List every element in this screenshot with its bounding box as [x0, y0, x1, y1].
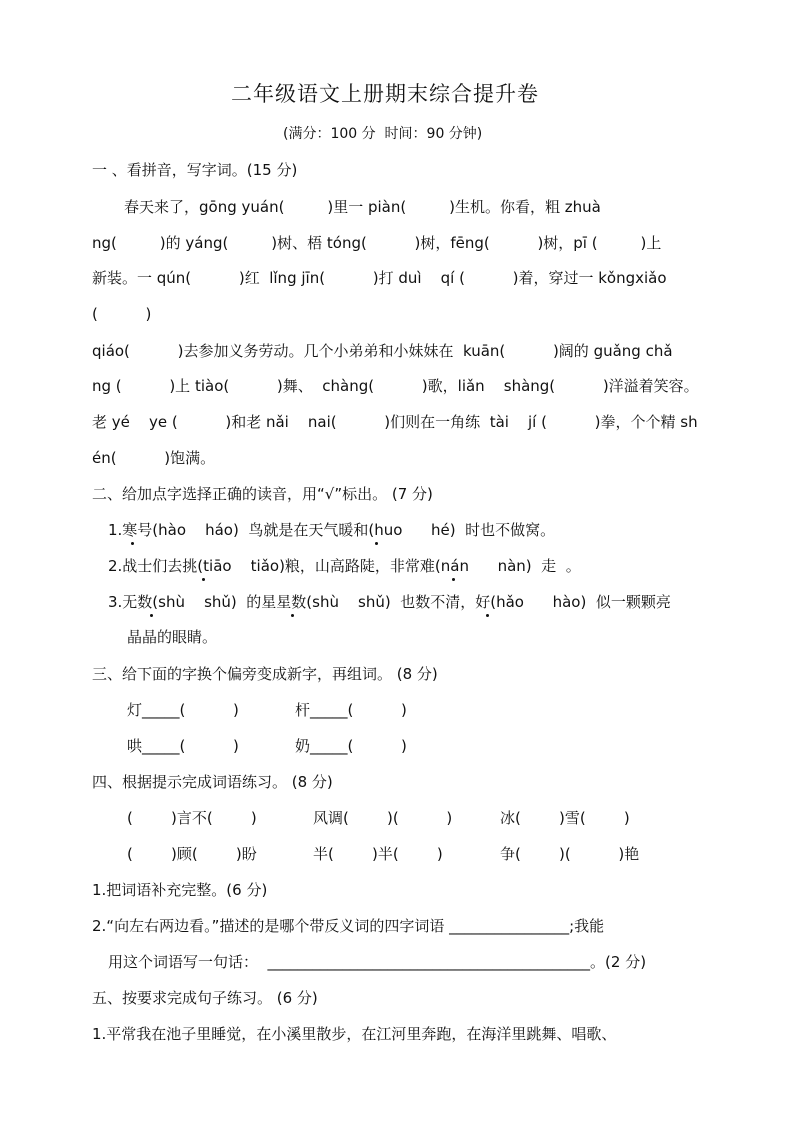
emphasis-dot [452, 578, 455, 581]
question-line: 1.寒号(hào háo) 鸟就是在天气暖和(huo hé) 时也不做窝。 [108, 521, 556, 539]
passage-line: ng( )的 yáng( )树、梧 tóng( )树，fēng( )树，pī ( )上 [92, 234, 662, 252]
passage-line: 老 yé ye ( )和老 nǎi nai( )们则在一角练 tài jí ( )拳，个个精 sh [92, 413, 698, 431]
emphasis-dot [150, 614, 153, 617]
passage-line: 新装。一 qún( )红 lǐng jīn( )打 duì qí ( )着，穿过一 kǒngxiǎo [92, 269, 667, 287]
passage-line: 春天来了，gōng yuán( )里一 piàn( )生机。你看，粗 zhuà [124, 198, 601, 216]
section-5-heading: 五、按要求完成句子练习。 (6 分) [92, 989, 318, 1007]
emphasis-dot [202, 578, 205, 581]
question-line: 1.把词语补充完整。(6 分) [92, 881, 268, 899]
idiom-item: 半( )半( ) [313, 845, 443, 863]
passage-line: ( ) [92, 305, 152, 323]
idiom-item: ( )言不( ) [127, 809, 257, 827]
question-line: 晶晶的眼睛。 [127, 628, 218, 646]
char-item: 杆_____( ) [295, 701, 407, 719]
idiom-item: 争( )( )艳 [500, 845, 640, 863]
emphasis-dot [291, 614, 294, 617]
section-3-heading: 三、给下面的字换个偏旁变成新字，再组词。 (8 分) [92, 665, 438, 683]
char-item: 奶_____( ) [295, 737, 407, 755]
section-1-heading: 一 、看拼音，写字词。(15 分) [92, 161, 298, 179]
section-4-heading: 四、根据提示完成词语练习。 (8 分) [92, 773, 333, 791]
question-line: 2.战士们去挑(tiāo tiǎo)粮，山高路陡，非常难(nán nàn) 走 。 [108, 557, 581, 575]
emphasis-dot [375, 542, 378, 545]
question-line: 2.“向左右两边看。”描述的是哪个带反义词的四字词语 ________________;我能 [92, 917, 605, 935]
passage-line: qiáo( )去参加义务劳动。几个小弟弟和小妹妹在 kuān( )阔的 guǎng chǎ [92, 342, 673, 360]
char-item: 哄_____( ) [127, 737, 239, 755]
passage-line: ng ( )上 tiào( )舞、 chàng( )歌，liǎn shàng( )洋溢着笑容。 [92, 377, 699, 395]
idiom-item: ( )顾( )盼 [127, 845, 257, 863]
question-line: 1.平常我在池子里睡觉，在小溪里散步，在江河里奔跑，在海洋里跳舞、唱歌、 [92, 1025, 617, 1043]
section-2-heading: 二、给加点字选择正确的读音，用“√”标出。 (7 分) [92, 485, 433, 503]
emphasis-dot [486, 614, 489, 617]
emphasis-dot [131, 542, 134, 545]
idiom-item: 风调( )( ) [313, 809, 453, 827]
char-item: 灯_____( ) [127, 701, 239, 719]
page-title: 二年级语文上册期末综合提升卷 [231, 82, 539, 106]
passage-line: én( )饱满。 [92, 449, 216, 467]
idiom-item: 冰( )雪( ) [500, 809, 630, 827]
score-time-info: (满分：100 分 时间：90 分钟) [283, 126, 483, 142]
question-line: 用这个词语写一句话： ___________________________________________。(2 分) [108, 953, 647, 971]
question-line: 3.无数(shù shǔ) 的星星数(shù shǔ) 也数不清，好(hǎo hào) 似一颗颗亮 [108, 593, 671, 611]
